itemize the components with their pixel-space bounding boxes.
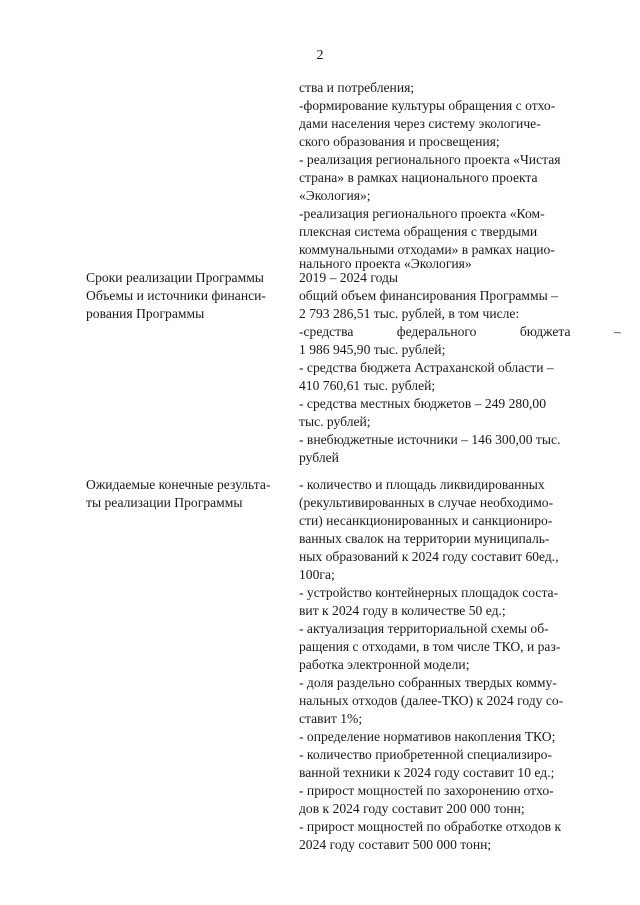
text-line: - количество приобретенной специализиро- [299, 747, 552, 762]
text-line: -реализация регионального проекта «Ком- [299, 206, 545, 221]
text-line: 100га; [299, 567, 335, 582]
text-line: дов к 2024 году составит 200 000 тонн; [299, 801, 525, 816]
heading-results-line2: ты реализации Программы [86, 495, 243, 510]
text-line: рублей [299, 450, 339, 465]
text-line: дами населения через систему экологиче- [299, 116, 541, 131]
text-line: 1 986 945,90 тыс. рублей; [299, 342, 446, 357]
text-line: - реализация регионального проекта «Чистая [299, 152, 561, 167]
text-line: -формирование культуры обращения с отхо- [299, 98, 556, 113]
timeline-value: 2019 – 2024 годы [299, 270, 399, 285]
text-line: «Экология»; [299, 188, 371, 203]
text-line: тыс. рублей; [299, 414, 371, 429]
page-number: 2 [316, 48, 324, 63]
text-line: - актуализация территориальной схемы об- [299, 621, 549, 636]
text-line: 410 760,61 тыс. рублей; [299, 378, 436, 393]
text-line: нального проекта «Экология» [299, 256, 472, 271]
text-line: - определение нормативов накопления ТКО; [299, 729, 556, 744]
text-line: общий объем финансирования Программы – [299, 288, 558, 303]
text-line: - прирост мощностей по захоронению отхо- [299, 783, 554, 798]
text-line: -средства федерального бюджета – [299, 324, 621, 339]
text-line: вит к 2024 году в количестве 50 ед.; [299, 603, 506, 618]
text-line: ных образований к 2024 году составит 60ед., [299, 549, 559, 564]
text-line: - прирост мощностей по обработке отходов к [299, 819, 562, 834]
text-line: 2 793 286,51 тыс. рублей, в том числе: [299, 306, 520, 321]
heading-funding-line1: Объемы и источники финанси- [86, 288, 266, 303]
text-line: - доля раздельно собранных твердых комму- [299, 675, 557, 690]
text-line: - средства бюджета Астраханской области – [299, 360, 554, 375]
text-line: сти) несанкционированных и санкциониро- [299, 513, 553, 528]
text-line-federal [299, 323, 621, 341]
heading-results-line1: Ожидаемые конечные результа- [86, 477, 271, 492]
text-line: ванных свалок на территории муниципаль- [299, 531, 550, 546]
text-line: - устройство контейнерных площадок соста- [299, 585, 559, 600]
text-line: коммунальными отходами» в рамках нацио- [299, 242, 555, 257]
heading-funding-line2: рования Программы [86, 306, 205, 321]
text-line: ства и потребления; [299, 80, 415, 95]
text-line: ванной техники к 2024 году составит 10 ед.; [299, 765, 555, 780]
text-line: - количество и площадь ликвидированных [299, 477, 545, 492]
text-line: - средства местных бюджетов – 249 280,00 [299, 396, 547, 411]
text-line: 2024 году составит 500 000 тонн; [299, 837, 492, 852]
text-line: работка электронной модели; [299, 657, 470, 672]
text-line: нальных отходов (далее-ТКО) к 2024 году со- [299, 693, 564, 708]
text-line: плексная система обращения с твердыми [299, 224, 538, 239]
text-line: ского образования и просвещения; [299, 134, 500, 149]
text-line: (рекультивированных в случае необходимо- [299, 495, 554, 510]
text-line: ращения с отходами, в том числе ТКО, и раз- [299, 639, 561, 654]
heading-timeline: Сроки реализации Программы [86, 270, 264, 285]
text-line: - внебюджетные источники – 146 300,00 тыс. [299, 432, 561, 447]
text-line: ставит 1%; [299, 711, 363, 726]
text-line: страна» в рамках национального проекта [299, 170, 538, 185]
